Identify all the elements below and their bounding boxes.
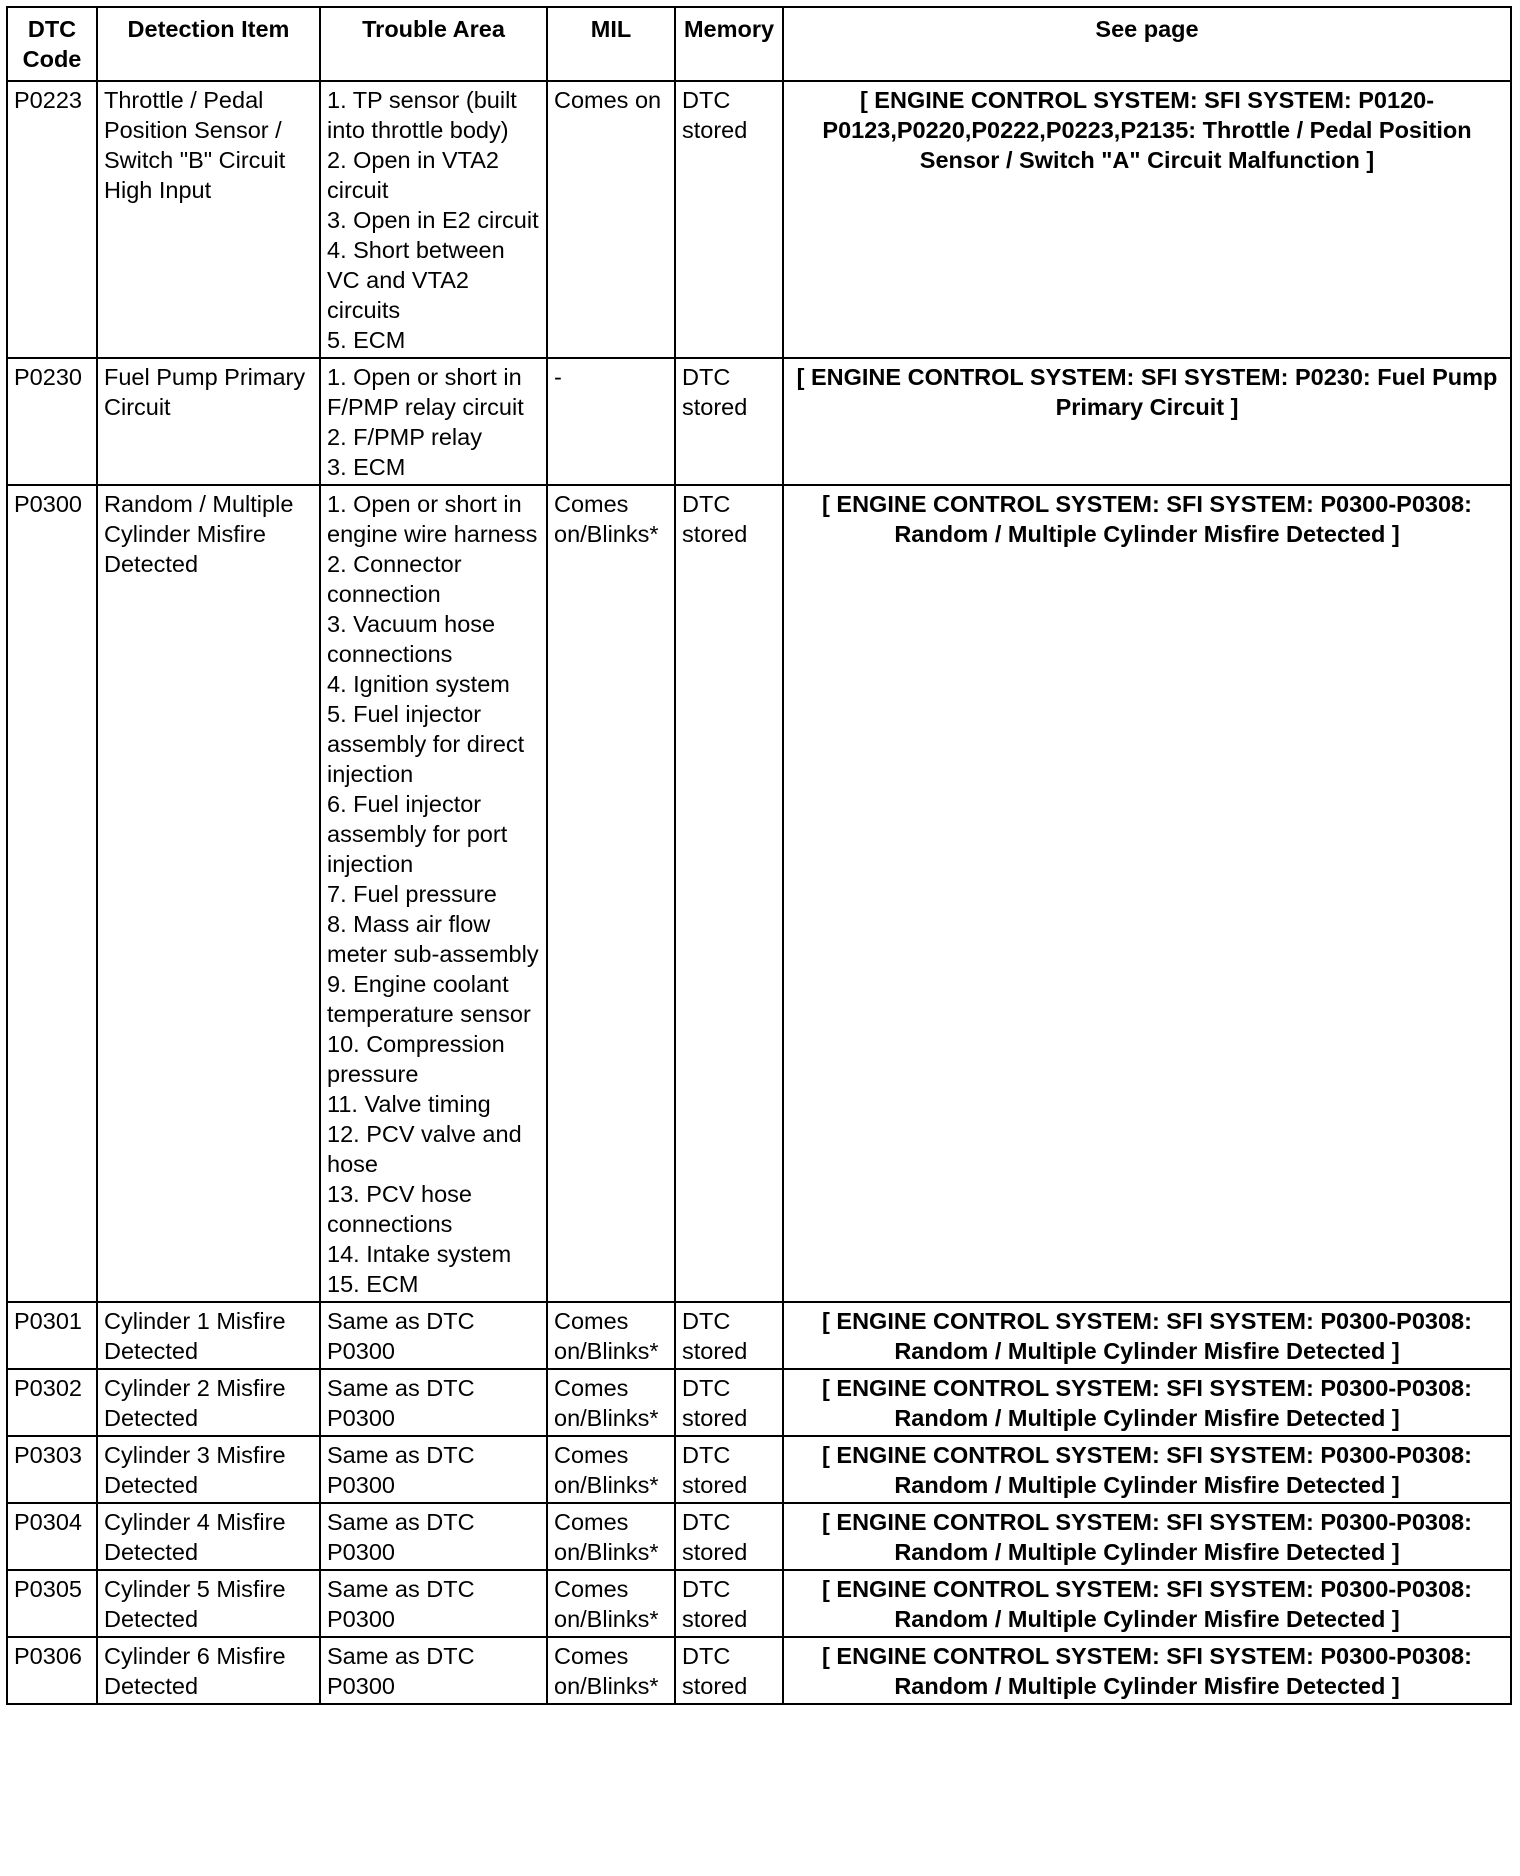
dtc-code-cell: P0301 bbox=[7, 1302, 97, 1369]
table-row bbox=[7, 485, 1511, 1302]
trouble-area-item: Same as DTC P0300 bbox=[327, 1308, 475, 1364]
memory-cell: DTC stored bbox=[675, 485, 783, 1302]
trouble-area-item: 2. Open in VTA2 circuit bbox=[327, 147, 499, 203]
memory-cell: DTC stored bbox=[675, 1503, 783, 1570]
see-page-link: [ ENGINE CONTROL SYSTEM: SFI SYSTEM: P0300-P0308: Random / Multiple Cylinder Misfire Detected ] bbox=[783, 1302, 1511, 1369]
see-page-link: [ ENGINE CONTROL SYSTEM: SFI SYSTEM: P0300-P0308: Random / Multiple Cylinder Misfire Detected ] bbox=[783, 1503, 1511, 1570]
detection-item-cell: Throttle / Pedal Position Sensor / Switch "B" Circuit High Input bbox=[97, 81, 320, 358]
table-row bbox=[7, 1637, 1511, 1704]
see-page-link: [ ENGINE CONTROL SYSTEM: SFI SYSTEM: P0300-P0308: Random / Multiple Cylinder Misfire Detected ] bbox=[783, 485, 1511, 1302]
trouble-area-item: 8. Mass air flow meter sub-assembly bbox=[327, 911, 539, 967]
header-see-page: See page bbox=[783, 7, 1511, 81]
trouble-area-item: 1. Open or short in engine wire harness bbox=[327, 491, 538, 547]
trouble-area-item: 11. Valve timing bbox=[327, 1091, 491, 1117]
trouble-area-cell bbox=[320, 81, 547, 358]
mil-cell: Comes on/Blinks* bbox=[547, 1369, 675, 1436]
mil-cell: Comes on/Blinks* bbox=[547, 485, 675, 1302]
table-body bbox=[7, 81, 1511, 1704]
mil-cell: Comes on bbox=[547, 81, 675, 358]
see-page-link: [ ENGINE CONTROL SYSTEM: SFI SYSTEM: P0300-P0308: Random / Multiple Cylinder Misfire Detected ] bbox=[783, 1637, 1511, 1704]
header-row bbox=[7, 7, 1511, 81]
dtc-table bbox=[6, 6, 1512, 1705]
trouble-area-cell bbox=[320, 1302, 547, 1369]
trouble-area-item: 4. Short between VC and VTA2 circuits bbox=[327, 237, 505, 323]
dtc-code-cell: P0302 bbox=[7, 1369, 97, 1436]
dtc-code-cell: P0230 bbox=[7, 358, 97, 485]
detection-item-cell: Cylinder 3 Misfire Detected bbox=[97, 1436, 320, 1503]
trouble-area-cell bbox=[320, 358, 547, 485]
trouble-area-item: 15. ECM bbox=[327, 1271, 419, 1297]
trouble-area-item: 7. Fuel pressure bbox=[327, 881, 497, 907]
trouble-area-cell bbox=[320, 1570, 547, 1637]
dtc-code-cell: P0304 bbox=[7, 1503, 97, 1570]
dtc-code-cell: P0305 bbox=[7, 1570, 97, 1637]
trouble-area-cell bbox=[320, 1369, 547, 1436]
table-row bbox=[7, 1302, 1511, 1369]
table-row bbox=[7, 1503, 1511, 1570]
table-row bbox=[7, 81, 1511, 358]
trouble-area-item: 4. Ignition system bbox=[327, 671, 510, 697]
memory-cell: DTC stored bbox=[675, 1436, 783, 1503]
trouble-area-item: 1. Open or short in F/PMP relay circuit bbox=[327, 364, 524, 420]
trouble-area-item: Same as DTC P0300 bbox=[327, 1509, 475, 1565]
trouble-area-item: 12. PCV valve and hose bbox=[327, 1121, 522, 1177]
mil-cell: Comes on/Blinks* bbox=[547, 1503, 675, 1570]
trouble-area-cell bbox=[320, 485, 547, 1302]
detection-item-cell: Cylinder 5 Misfire Detected bbox=[97, 1570, 320, 1637]
detection-item-cell: Random / Multiple Cylinder Misfire Detected bbox=[97, 485, 320, 1302]
trouble-area-item: 10. Compression pressure bbox=[327, 1031, 505, 1087]
dtc-code-cell: P0306 bbox=[7, 1637, 97, 1704]
see-page-link: [ ENGINE CONTROL SYSTEM: SFI SYSTEM: P0120-P0123,P0220,P0222,P0223,P2135: Throttle / Pedal Position Sensor / Switch "A" Circuit Malfunction ] bbox=[783, 81, 1511, 358]
detection-item-cell: Fuel Pump Primary Circuit bbox=[97, 358, 320, 485]
header-dtc-code: DTC Code bbox=[7, 7, 97, 81]
see-page-link: [ ENGINE CONTROL SYSTEM: SFI SYSTEM: P0300-P0308: Random / Multiple Cylinder Misfire Detected ] bbox=[783, 1369, 1511, 1436]
trouble-area-item: Same as DTC P0300 bbox=[327, 1442, 475, 1498]
detection-item-cell: Cylinder 4 Misfire Detected bbox=[97, 1503, 320, 1570]
see-page-link: [ ENGINE CONTROL SYSTEM: SFI SYSTEM: P0300-P0308: Random / Multiple Cylinder Misfire Detected ] bbox=[783, 1570, 1511, 1637]
trouble-area-item: Same as DTC P0300 bbox=[327, 1576, 475, 1632]
memory-cell: DTC stored bbox=[675, 1369, 783, 1436]
mil-cell: Comes on/Blinks* bbox=[547, 1302, 675, 1369]
dtc-code-cell: P0303 bbox=[7, 1436, 97, 1503]
header-memory: Memory bbox=[675, 7, 783, 81]
trouble-area-item: 6. Fuel injector assembly for port injection bbox=[327, 791, 508, 877]
trouble-area-item: 13. PCV hose connections bbox=[327, 1181, 473, 1237]
dtc-code-cell: P0223 bbox=[7, 81, 97, 358]
table-row bbox=[7, 1369, 1511, 1436]
header-mil: MIL bbox=[547, 7, 675, 81]
trouble-area-item: 5. Fuel injector assembly for direct injection bbox=[327, 701, 525, 787]
memory-cell: DTC stored bbox=[675, 81, 783, 358]
dtc-code-cell: P0300 bbox=[7, 485, 97, 1302]
trouble-area-item: 14. Intake system bbox=[327, 1241, 512, 1267]
mil-cell: Comes on/Blinks* bbox=[547, 1436, 675, 1503]
trouble-area-item: 3. ECM bbox=[327, 454, 406, 480]
mil-cell: Comes on/Blinks* bbox=[547, 1637, 675, 1704]
table-row bbox=[7, 1570, 1511, 1637]
see-page-link: [ ENGINE CONTROL SYSTEM: SFI SYSTEM: P0300-P0308: Random / Multiple Cylinder Misfire Detected ] bbox=[783, 1436, 1511, 1503]
detection-item-cell: Cylinder 2 Misfire Detected bbox=[97, 1369, 320, 1436]
trouble-area-item: 9. Engine coolant temperature sensor bbox=[327, 971, 531, 1027]
table-row bbox=[7, 358, 1511, 485]
trouble-area-item: Same as DTC P0300 bbox=[327, 1643, 475, 1699]
trouble-area-item: Same as DTC P0300 bbox=[327, 1375, 475, 1431]
detection-item-cell: Cylinder 6 Misfire Detected bbox=[97, 1637, 320, 1704]
trouble-area-item: 3. Vacuum hose connections bbox=[327, 611, 496, 667]
trouble-area-item: 3. Open in E2 circuit bbox=[327, 207, 539, 233]
trouble-area-cell bbox=[320, 1436, 547, 1503]
memory-cell: DTC stored bbox=[675, 1302, 783, 1369]
memory-cell: DTC stored bbox=[675, 358, 783, 485]
detection-item-cell: Cylinder 1 Misfire Detected bbox=[97, 1302, 320, 1369]
mil-cell: - bbox=[547, 358, 675, 485]
trouble-area-item: 5. ECM bbox=[327, 327, 406, 353]
trouble-area-item: 2. F/PMP relay bbox=[327, 424, 482, 450]
table-row bbox=[7, 1436, 1511, 1503]
trouble-area-cell bbox=[320, 1503, 547, 1570]
trouble-area-item: 2. Connector connection bbox=[327, 551, 462, 607]
trouble-area-item: 1. TP sensor (built into throttle body) bbox=[327, 87, 517, 143]
header-trouble-area: Trouble Area bbox=[320, 7, 547, 81]
memory-cell: DTC stored bbox=[675, 1637, 783, 1704]
header-detection-item: Detection Item bbox=[97, 7, 320, 81]
mil-cell: Comes on/Blinks* bbox=[547, 1570, 675, 1637]
trouble-area-cell bbox=[320, 1637, 547, 1704]
see-page-link: [ ENGINE CONTROL SYSTEM: SFI SYSTEM: P0230: Fuel Pump Primary Circuit ] bbox=[783, 358, 1511, 485]
memory-cell: DTC stored bbox=[675, 1570, 783, 1637]
